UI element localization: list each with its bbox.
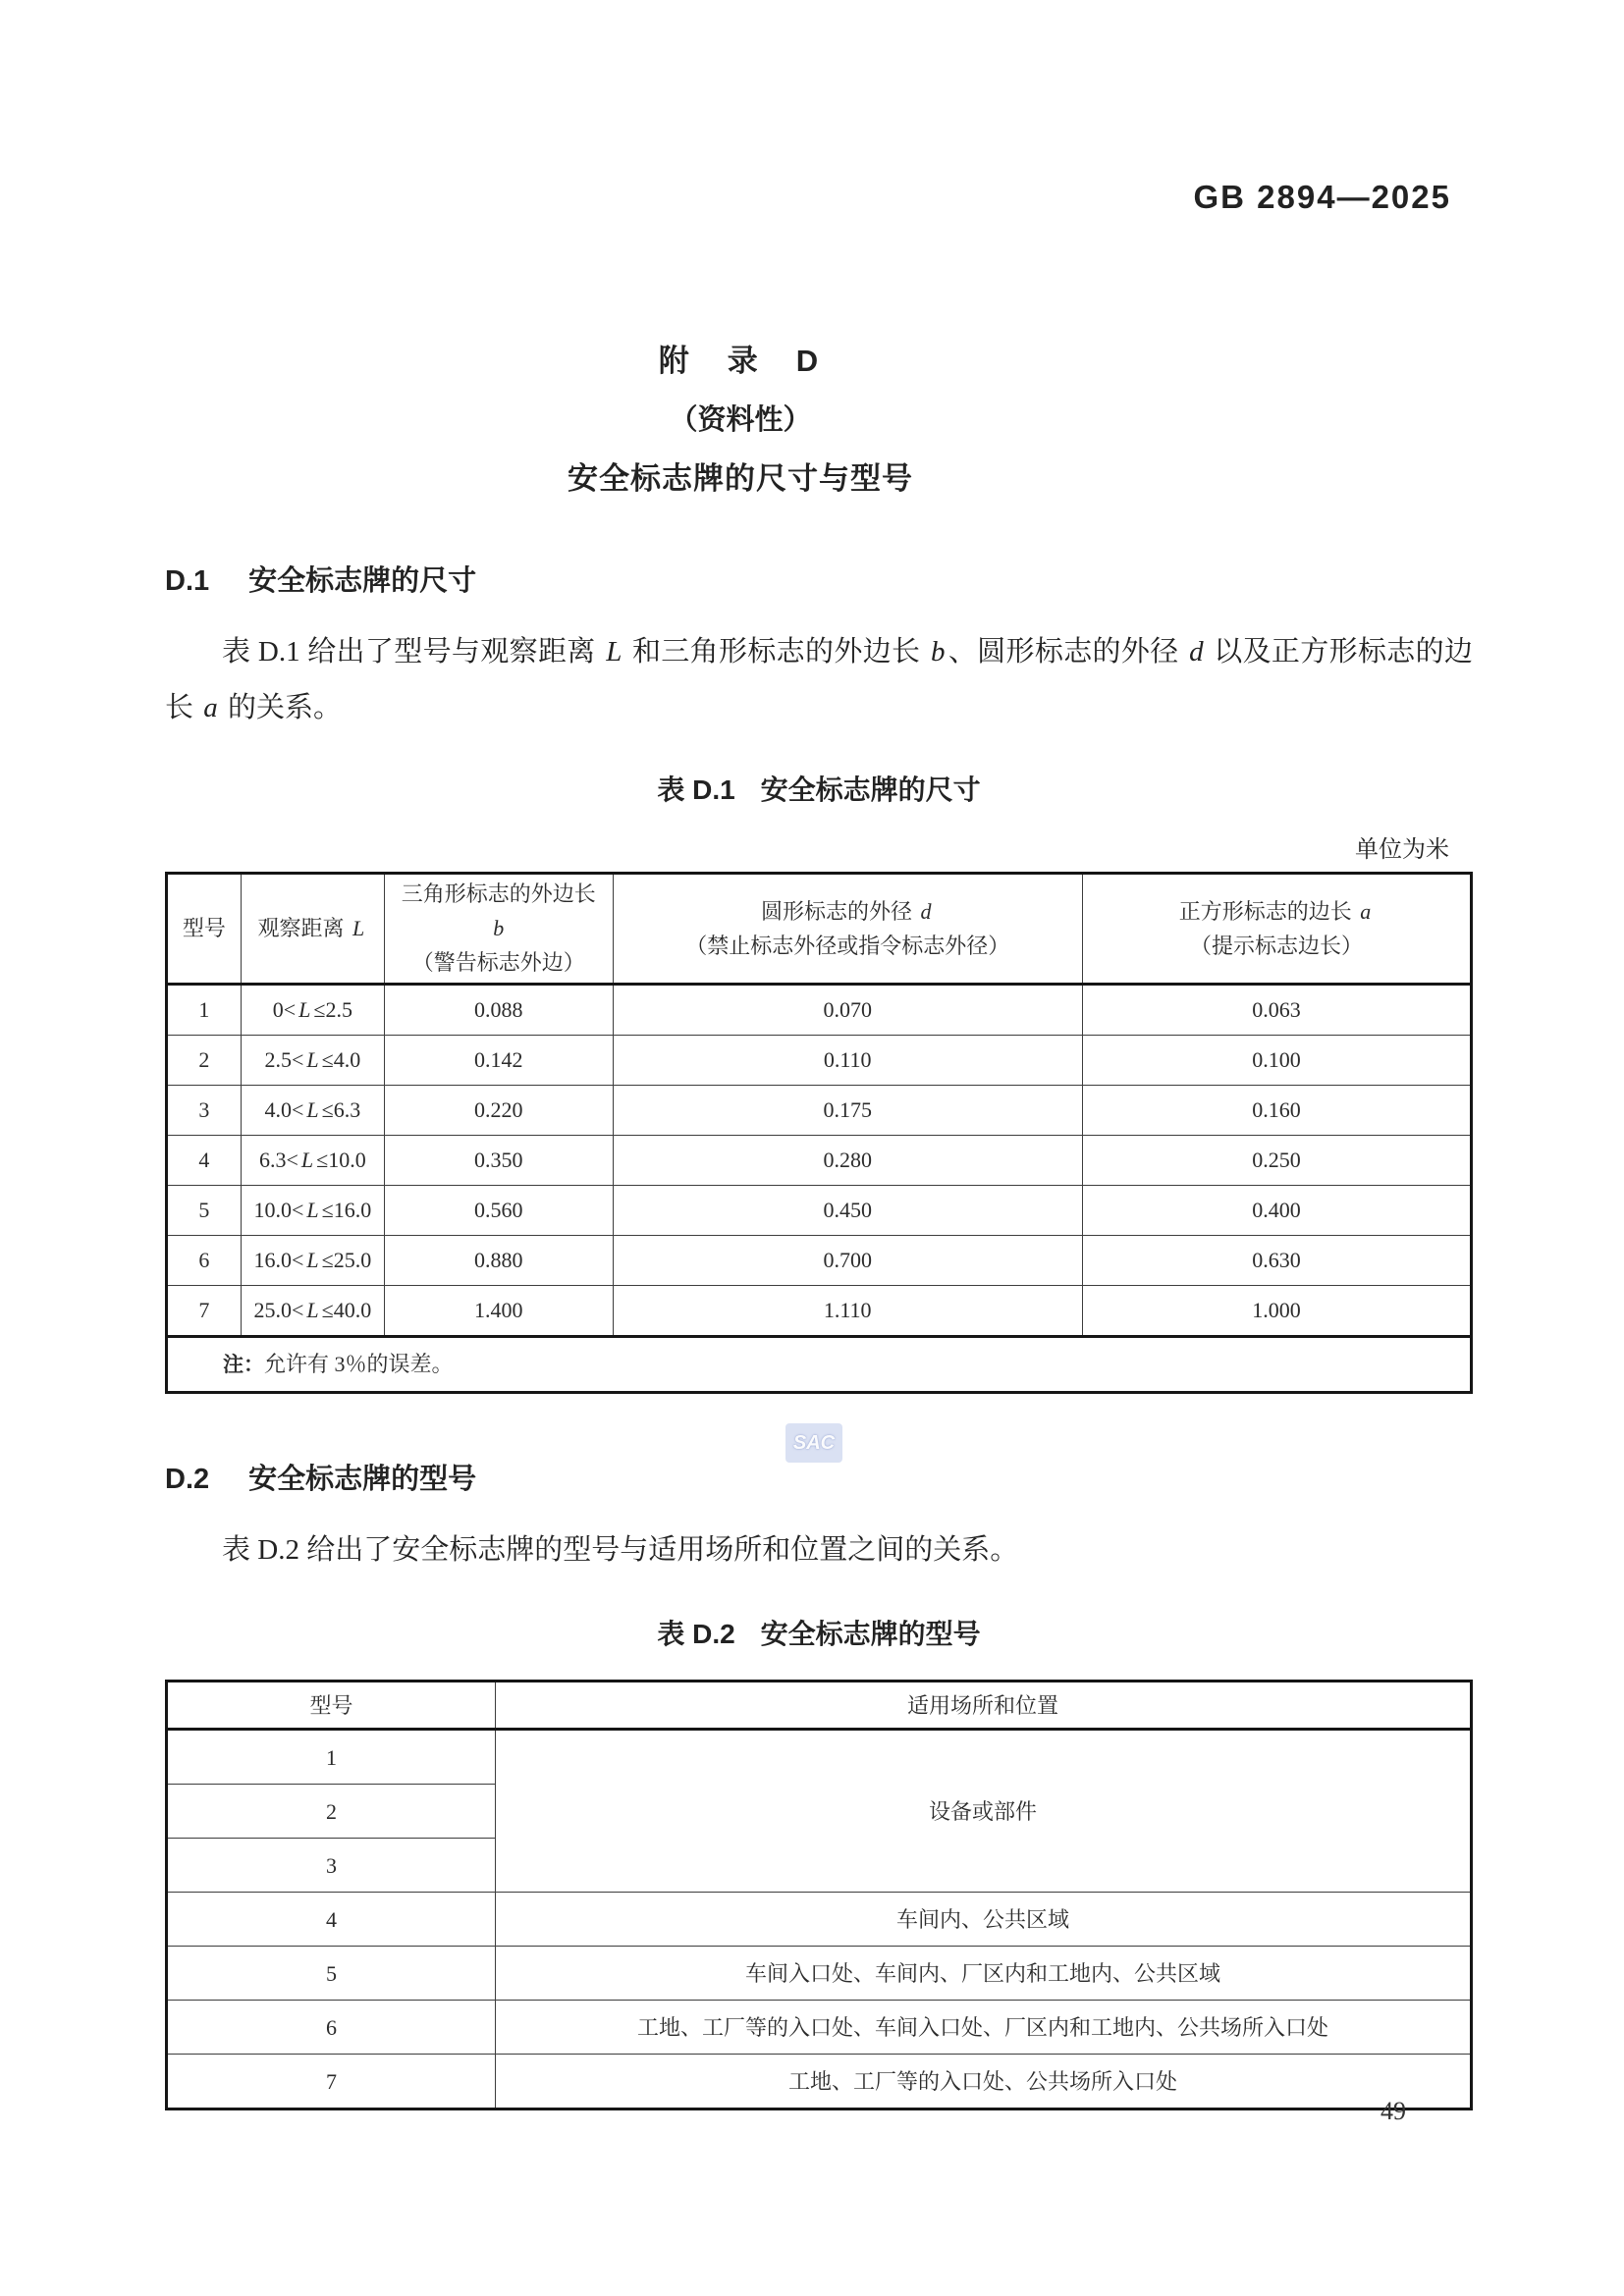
col-header-square-line1 (1089, 894, 1464, 929)
header-text: 正方形标志的边长 (1178, 898, 1358, 924)
para-text: 表 D.1 给出了型号与观察距离 (222, 636, 604, 667)
table-d2-caption (165, 1613, 1473, 1652)
section-d1-number: D.1 (165, 565, 210, 597)
table-row (167, 984, 1472, 1035)
variable-b: b (930, 636, 946, 667)
variable: L (306, 1248, 319, 1273)
cell-triangle-b: 0.350 (384, 1135, 613, 1185)
col-header-triangle-line2: （警告标志外边） (411, 950, 585, 976)
variable-L: L (352, 916, 365, 941)
table-row (167, 2001, 1472, 2055)
cell-triangle-b: 0.088 (384, 984, 613, 1035)
table-row (167, 1035, 1472, 1085)
cell-location: 工地、工厂等的入口处、车间入口处、厂区内和工地内、公共场所入口处 (495, 2001, 1471, 2055)
table-d1-note (167, 1336, 1472, 1392)
table-row (167, 1185, 1472, 1235)
cell-model: 5 (167, 1185, 242, 1235)
table-row (167, 1085, 1472, 1135)
cell-model: 3 (167, 1085, 242, 1135)
variable-L: L (606, 636, 623, 667)
cell-model: 4 (167, 1135, 242, 1185)
variable: L (300, 1148, 314, 1173)
variable: L (306, 1198, 319, 1223)
appendix-title-line3: 安全标志牌的尺寸与型号 (568, 461, 913, 496)
col-header-distance (241, 874, 384, 985)
col-header-triangle-line1 (391, 877, 607, 945)
cell-square-a: 0.160 (1082, 1085, 1471, 1135)
cell-model: 3 (167, 1839, 496, 1893)
standard-number: GB 2894—2025 (1193, 179, 1451, 215)
cell-model: 2 (167, 1035, 242, 1085)
cell-circle-d: 1.110 (613, 1285, 1082, 1336)
header-text: 圆形标志的外径 (760, 898, 918, 924)
cell-location: 车间入口处、车间内、厂区内和工地内、公共区域 (495, 1947, 1471, 2001)
cell-circle-d: 0.175 (613, 1085, 1082, 1135)
cell-location-merged: 设备或部件 (495, 1730, 1471, 1893)
variable: L (306, 1047, 319, 1073)
col-header-location: 适用场所和位置 (495, 1682, 1471, 1730)
variable-b: b (493, 916, 505, 941)
col-header-circle-line2: （禁止标志外径或指令标志外径） (685, 933, 1010, 958)
table-row (167, 1730, 1472, 1785)
col-header-square-line2: （提示标志边长） (1189, 933, 1363, 958)
section-d2-heading (165, 1457, 1473, 1497)
table-d1-caption-title: 安全标志牌的尺寸 (760, 774, 981, 806)
table-row (167, 1947, 1472, 2001)
table-d1 (165, 872, 1473, 1394)
appendix-title-block (86, 336, 1394, 498)
variable-d: d (1189, 636, 1204, 667)
cell-triangle-b: 0.880 (384, 1235, 613, 1285)
cell-triangle-b: 0.142 (384, 1035, 613, 1085)
cell-model: 7 (167, 1285, 242, 1336)
table-d2 (165, 1680, 1473, 2110)
table-row (167, 2055, 1472, 2109)
cell-location: 工地、工厂等的入口处、公共场所入口处 (495, 2055, 1471, 2109)
table-d1-caption (165, 769, 1473, 808)
unit-note: 单位为米 (1355, 837, 1449, 864)
table-d2-caption-title: 安全标志牌的型号 (760, 1619, 981, 1650)
page-number: 49 (1380, 2097, 1406, 2125)
cell-model: 6 (167, 1235, 242, 1285)
table-d2-head (167, 1682, 1472, 1730)
table-d1-header-row (167, 874, 1472, 985)
note-row (167, 1336, 1472, 1392)
cell-triangle-b: 0.560 (384, 1185, 613, 1235)
cell-distance-range: 10.0< L ≤16.0 (241, 1185, 384, 1235)
cell-distance-range: 4.0< L ≤6.3 (241, 1085, 384, 1135)
cell-circle-d: 0.110 (613, 1035, 1082, 1085)
table-d1-caption-label: 表 D.1 (657, 774, 735, 806)
appendix-title-line1: 附 录 D (658, 344, 823, 378)
para-text: 、圆形标志的外径 (947, 636, 1187, 667)
col-header-model: 型号 (167, 1682, 496, 1730)
col-header-circle (613, 874, 1082, 985)
table-row (167, 1235, 1472, 1285)
cell-distance-range: 2.5< L ≤4.0 (241, 1035, 384, 1085)
cell-model: 6 (167, 2001, 496, 2055)
section-d2-title: 安全标志牌的型号 (248, 1463, 477, 1495)
cell-square-a: 0.630 (1082, 1235, 1471, 1285)
cell-model: 5 (167, 1947, 496, 2001)
cell-square-a: 0.250 (1082, 1135, 1471, 1185)
variable-a: a (203, 691, 218, 723)
cell-triangle-b: 1.400 (384, 1285, 613, 1336)
table-d2-body (167, 1730, 1472, 2109)
cell-triangle-b: 0.220 (384, 1085, 613, 1135)
cell-square-a: 0.063 (1082, 984, 1471, 1035)
cell-distance-range: 25.0< L ≤40.0 (241, 1285, 384, 1336)
cell-distance-range: 16.0< L ≤25.0 (241, 1235, 384, 1285)
variable: L (306, 1298, 319, 1323)
variable: L (306, 1097, 319, 1123)
note-cell (167, 1336, 1472, 1392)
col-header-square (1082, 874, 1471, 985)
col-header-distance-text: 观察距离 (257, 916, 350, 941)
section-d1-paragraph (165, 624, 1473, 735)
para-text: 和三角形标志的外边长 (624, 636, 928, 667)
variable-d: d (920, 898, 932, 924)
col-header-triangle (384, 874, 613, 985)
cell-distance-range: 0< L ≤2.5 (241, 984, 384, 1035)
note-text: 允许有 3％的误差。 (264, 1351, 454, 1376)
cell-circle-d: 0.280 (613, 1135, 1082, 1185)
section-d2-paragraph: 表 D.2 给出了安全标志牌的型号与适用场所和位置之间的关系。 (222, 1533, 1019, 1566)
table-row (167, 1285, 1472, 1336)
cell-model: 2 (167, 1785, 496, 1839)
header-text: 三角形标志的外边长 (401, 881, 596, 907)
cell-circle-d: 0.700 (613, 1235, 1082, 1285)
section-d1-heading (165, 559, 1473, 599)
cell-square-a: 1.000 (1082, 1285, 1471, 1336)
cell-circle-d: 0.070 (613, 984, 1082, 1035)
cell-distance-range: 6.3< L ≤10.0 (241, 1135, 384, 1185)
note-label: 注： (223, 1353, 264, 1376)
col-header-circle-line1 (620, 894, 1076, 929)
sac-watermark-text: SAC (792, 1431, 836, 1454)
col-header-model: 型号 (167, 874, 242, 985)
cell-circle-d: 0.450 (613, 1185, 1082, 1235)
table-d1-head (167, 874, 1472, 985)
table-d2-header-row (167, 1682, 1472, 1730)
table-d1-body (167, 984, 1472, 1336)
cell-square-a: 0.100 (1082, 1035, 1471, 1085)
cell-model: 1 (167, 984, 242, 1035)
cell-square-a: 0.400 (1082, 1185, 1471, 1235)
table-row (167, 1893, 1472, 1947)
para-text: 以及正方形标志的边长 (165, 636, 1473, 723)
para-text: 的关系。 (220, 691, 343, 723)
cell-model: 1 (167, 1730, 496, 1785)
table-row (167, 1135, 1472, 1185)
variable: L (298, 997, 311, 1023)
table-d2-caption-label: 表 D.2 (657, 1619, 735, 1650)
cell-location: 车间内、公共区域 (495, 1893, 1471, 1947)
section-d1-title: 安全标志牌的尺寸 (248, 565, 477, 597)
cell-model: 4 (167, 1893, 496, 1947)
cell-model: 7 (167, 2055, 496, 2109)
appendix-title-line2: （资料性） (669, 404, 812, 436)
section-d2-number: D.2 (165, 1463, 210, 1495)
variable-a: a (1360, 898, 1372, 924)
